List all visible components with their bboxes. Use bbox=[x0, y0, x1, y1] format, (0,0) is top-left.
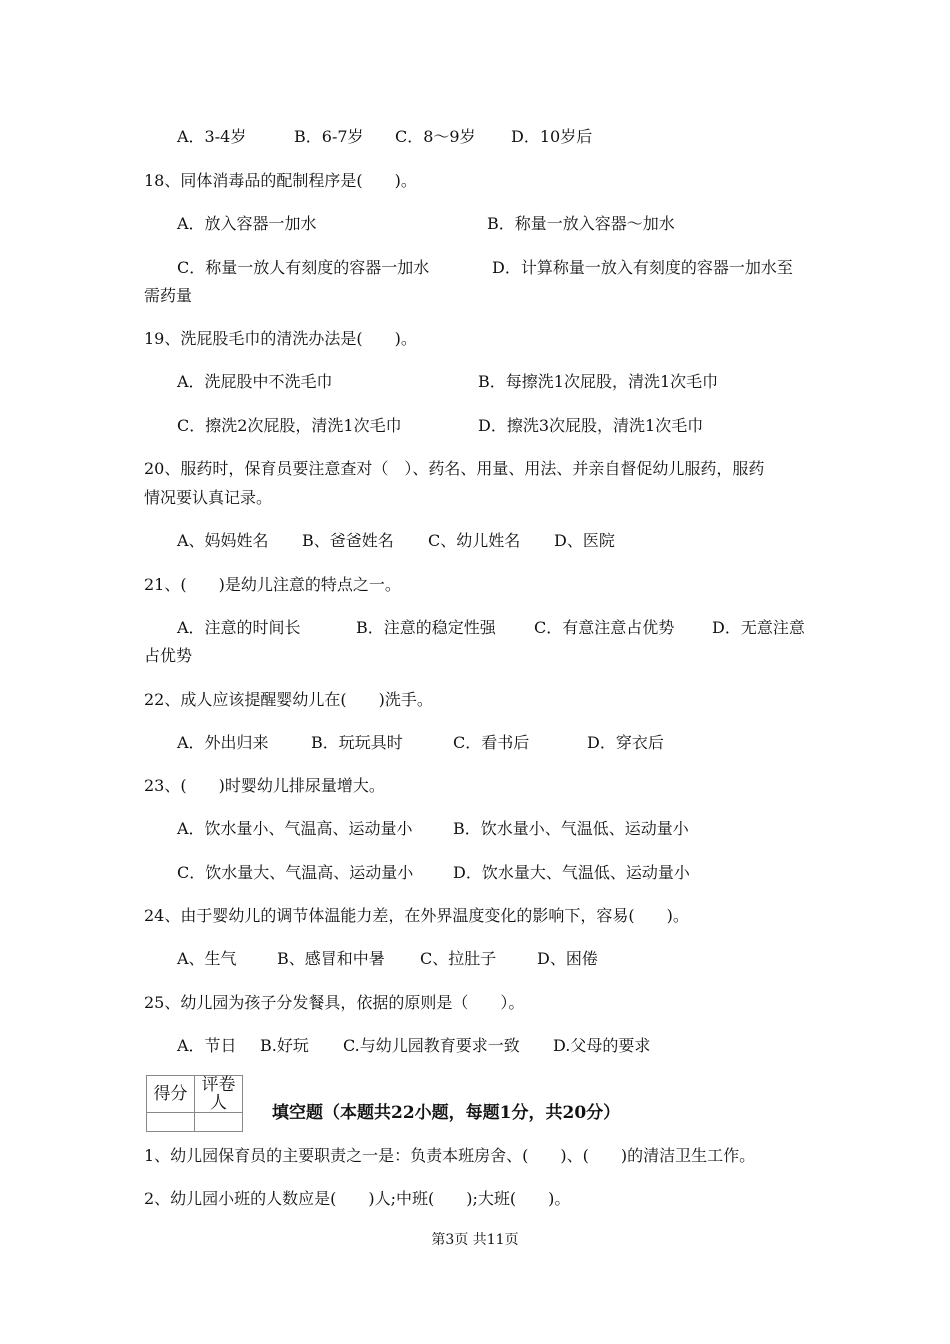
q21-option-c: C．有意注意占优势 bbox=[534, 618, 675, 637]
score-table bbox=[146, 1075, 243, 1132]
q23-option-b: B．饮水量小、气温低、运动量小 bbox=[453, 819, 689, 838]
grader-header: 评卷人 bbox=[195, 1076, 243, 1113]
q18-option-a: A．放入容器一加水 bbox=[177, 214, 317, 233]
q22-option-d: D．穿衣后 bbox=[587, 733, 664, 752]
q20-option-d: D、医院 bbox=[554, 531, 615, 550]
q21-option-b: B．注意的稳定性强 bbox=[356, 618, 496, 637]
q21-stem: 21、( )是幼儿注意的特点之一。 bbox=[144, 575, 401, 594]
q25-stem: 25、幼儿园为孩子分发餐具，依据的原则是（ ）。 bbox=[144, 993, 525, 1012]
q20-option-c: C、幼儿姓名 bbox=[428, 531, 521, 550]
q17-option-b: B．6-7岁 bbox=[294, 127, 364, 146]
q23-stem: 23、( )时婴幼儿排尿量增大。 bbox=[144, 776, 385, 795]
q21-option-d-cont: 占优势 bbox=[144, 646, 193, 665]
q25-option-d: D.父母的要求 bbox=[553, 1036, 651, 1055]
q20-stem: 20、服药时，保育员要注意查对（ ）、药名、用量、用法、并亲自督促幼儿服药，服药 bbox=[144, 459, 765, 478]
q24-option-a: A、生气 bbox=[177, 949, 237, 968]
q17-option-a: A．3-4岁 bbox=[177, 127, 247, 146]
q25-option-a: A．节日 bbox=[177, 1036, 237, 1055]
q19-option-a: A．洗屁股中不洗毛巾 bbox=[177, 372, 333, 391]
q19-option-c: C．擦洗2次屁股，清洗1次毛巾 bbox=[177, 416, 402, 435]
q17-option-d: D．10岁后 bbox=[511, 127, 593, 146]
q23-option-a: A．饮水量小、气温高、运动量小 bbox=[177, 819, 413, 838]
q20-option-a: A、妈妈姓名 bbox=[177, 531, 269, 550]
q18-option-b: B．称量一放入容器～加水 bbox=[487, 214, 675, 233]
q25-option-c: C.与幼儿园教育要求一致 bbox=[343, 1036, 520, 1055]
q24-option-d: D、困倦 bbox=[537, 949, 598, 968]
q22-stem: 22、成人应该提醒婴幼儿在( )洗手。 bbox=[144, 690, 433, 709]
q22-option-b: B．玩玩具时 bbox=[311, 733, 403, 752]
q20-stem-cont: 情况要认真记录。 bbox=[144, 488, 273, 507]
q24-option-c: C、拉肚子 bbox=[420, 949, 497, 968]
q18-stem: 18、同体消毒品的配制程序是( )。 bbox=[144, 171, 417, 190]
q23-option-c: C．饮水量大、气温高、运动量小 bbox=[177, 863, 414, 882]
q21-option-a: A．注意的时间长 bbox=[177, 618, 301, 637]
q18-option-d-cont: 需药量 bbox=[144, 286, 193, 305]
q22-option-a: A．外出归来 bbox=[177, 733, 269, 752]
score-cell[interactable] bbox=[147, 1113, 195, 1132]
q20-option-b: B、爸爸姓名 bbox=[302, 531, 394, 550]
fill-question-2: 2、幼儿园小班的人数应是( )人;中班( );大班( )。 bbox=[144, 1189, 571, 1208]
q19-option-b: B．每擦洗1次屁股，清洗1次毛巾 bbox=[478, 372, 719, 391]
q24-stem: 24、由于婴幼儿的调节体温能力差，在外界温度变化的影响下，容易( )。 bbox=[144, 906, 689, 925]
page-footer: 第3页 共11页 bbox=[431, 1232, 519, 1248]
q17-option-c: C．8～9岁 bbox=[395, 127, 476, 146]
score-header: 得分 bbox=[147, 1076, 195, 1113]
q18-option-c: C．称量一放人有刻度的容器一加水 bbox=[177, 258, 430, 277]
grader-cell[interactable] bbox=[195, 1113, 243, 1132]
q21-option-d: D．无意注意 bbox=[712, 618, 805, 637]
q22-option-c: C．看书后 bbox=[453, 733, 530, 752]
section-title: 填空题（本题共22小题，每题1分，共20分） bbox=[272, 1103, 621, 1123]
q19-stem: 19、洗屁股毛巾的清洗办法是( )。 bbox=[144, 329, 417, 348]
q25-option-b: B.好玩 bbox=[260, 1036, 309, 1055]
fill-question-1: 1、幼儿园保育员的主要职责之一是：负责本班房舍、( )、( )的清洁卫生工作。 bbox=[144, 1146, 756, 1165]
q23-option-d: D．饮水量大、气温低、运动量小 bbox=[453, 863, 690, 882]
q19-option-d: D．擦洗3次屁股，清洗1次毛巾 bbox=[478, 416, 704, 435]
q18-option-d: D．计算称量一放入有刻度的容器一加水至 bbox=[492, 258, 793, 277]
q24-option-b: B、感冒和中暑 bbox=[277, 949, 385, 968]
